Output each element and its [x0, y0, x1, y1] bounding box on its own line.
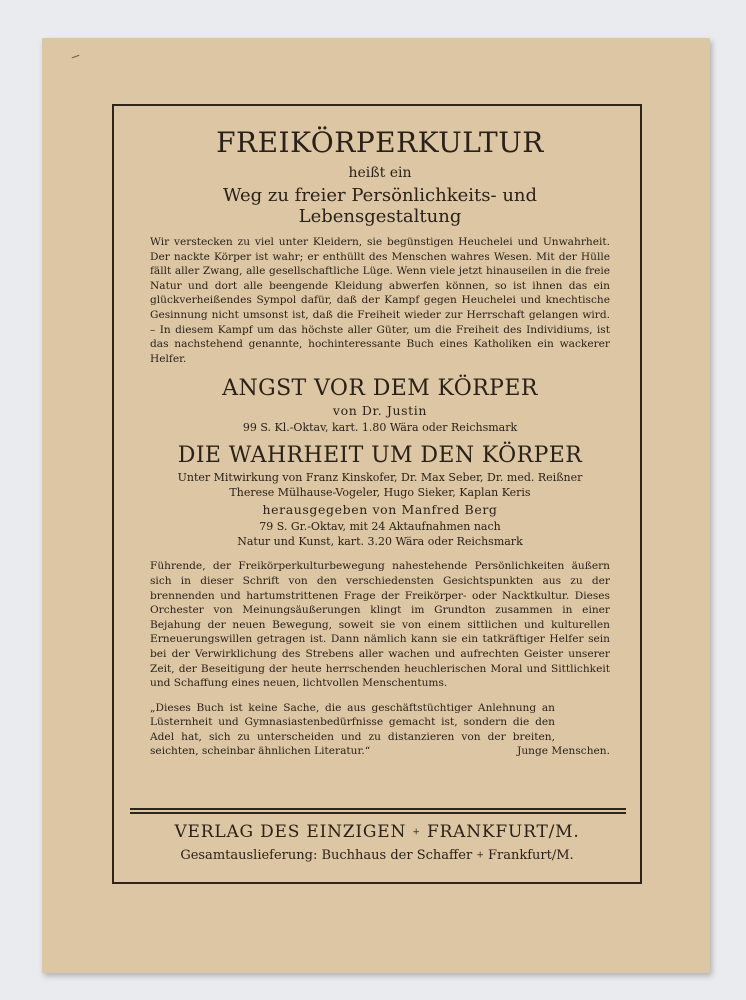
page-title: FREIKÖRPERKULTUR: [216, 126, 544, 159]
distribution-city: Frankfurt/M.: [488, 848, 574, 863]
book2-editor: herausgegeben von Manfred Berg: [262, 502, 498, 518]
intro-paragraph: Wir verstecken zu viel unter Kleidern, sie begünstigen Heuchelei und Unwahrheit. Der nackte Körper ist wahr; er enthüllt des Menschen wahres Wesen. Mit der Hülle fällt aller Zwang, alle gesellschaftliche Lüge. Wenn viele jetzt hinauseilen in die freie Natur und dort alle beengende Kleidung abwerfen können, so ist ihnen das ein glückverheißendes Sympol dafür, daß der Kampf gegen Heuchelei und knechtische Gesinnung nicht umsonst ist, daß die Freiheit wieder zur Herrschaft gelangen wird. – In diesem Kampf um das höchste aller Güter, um die Freiheit des Individiums, ist das nachstehend genannte, hochinteressante Buch eines Katholiken ein wackerer Helfer.: [150, 236, 610, 365]
book2-details-2: Natur und Kunst, kart. 3.20 Wära oder Reichsmark: [237, 535, 523, 549]
advertisement-content: [150, 122, 610, 759]
quote-block: [150, 701, 610, 759]
rule-line: [130, 808, 626, 810]
book2-title: DIE WAHRHEIT UM DEN KÖRPER: [177, 443, 583, 469]
publisher-line: [112, 822, 642, 842]
separator-glyph: +: [412, 827, 421, 838]
body-paragraph: Führende, der Freikörperkulturbewegung nahestehende Persönlichkeiten äußern sich in dieser Schrift von den verschiedensten Gesichtspunkten aus zu der brennenden und hartumstrittenen Frage der Freikörper- oder Nacktkultur. Dieses Orchester von Meinungsäußerungen klingt im Grundton zusammen in einer Bejahung der neuen Bewegung, soweit sie von einem sittlichen und kulturellen Erneuerungswillen getragen ist. Dann nämlich kann sie ein tatkräftiger Helfer sein bei der Verwirklichung des Strebens aller wachen und aufrechten Geister unserer Zeit, der Beseitigung der heute herrschenden heuchlerischen Moral und Sittlichkeit und Schaffung eines neuen, lichtvollen Menschentums.: [150, 560, 610, 690]
book1-details: 99 S. Kl.-Oktav, kart. 1.80 Wära oder Reichsmark: [242, 421, 518, 435]
subtitle-line-1: heißt ein: [348, 165, 412, 181]
book2-details-1: 79 S. Gr.-Oktav, mit 24 Aktaufnahmen nach: [259, 520, 501, 534]
separator-glyph: +: [476, 850, 484, 861]
subtitle-line-2: Weg zu freier Persönlichkeits- und Lebensgestaltung: [222, 185, 538, 227]
distribution-line: [112, 848, 642, 863]
publisher-name: VERLAG DES EINZIGEN: [174, 822, 407, 842]
book2-contributors-1: Unter Mitwirkung von Franz Kinskofer, Dr. Max Seber, Dr. med. Reißner: [177, 471, 583, 485]
book2-contributors-2: Therese Mülhause-Vogeler, Hugo Sieker, Kaplan Keris: [229, 486, 531, 500]
publisher-block: [112, 822, 642, 863]
distribution-name: Gesamtauslieferung: Buchhaus der Schaffer: [180, 848, 473, 863]
quote-text: „Dieses Buch ist keine Sache, die aus geschäftstüchtiger Anlehnung an Lüsternheit und Gymnasiastenbedürfnisse gemacht ist, sondern die den Adel hat, sich zu unterscheiden und zu distanzieren von der breiten, seichten, scheinbar ähnlichen Literatur.“: [150, 701, 555, 758]
publisher-city: FRANKFURT/M.: [426, 822, 580, 842]
quote-source: Junge Menschen.: [517, 745, 610, 758]
rule-line: [130, 812, 626, 814]
double-rule: [130, 808, 626, 816]
book1-title: ANGST VOR DEM KÖRPER: [222, 376, 538, 402]
book1-author: von Dr. Justin: [332, 403, 428, 419]
